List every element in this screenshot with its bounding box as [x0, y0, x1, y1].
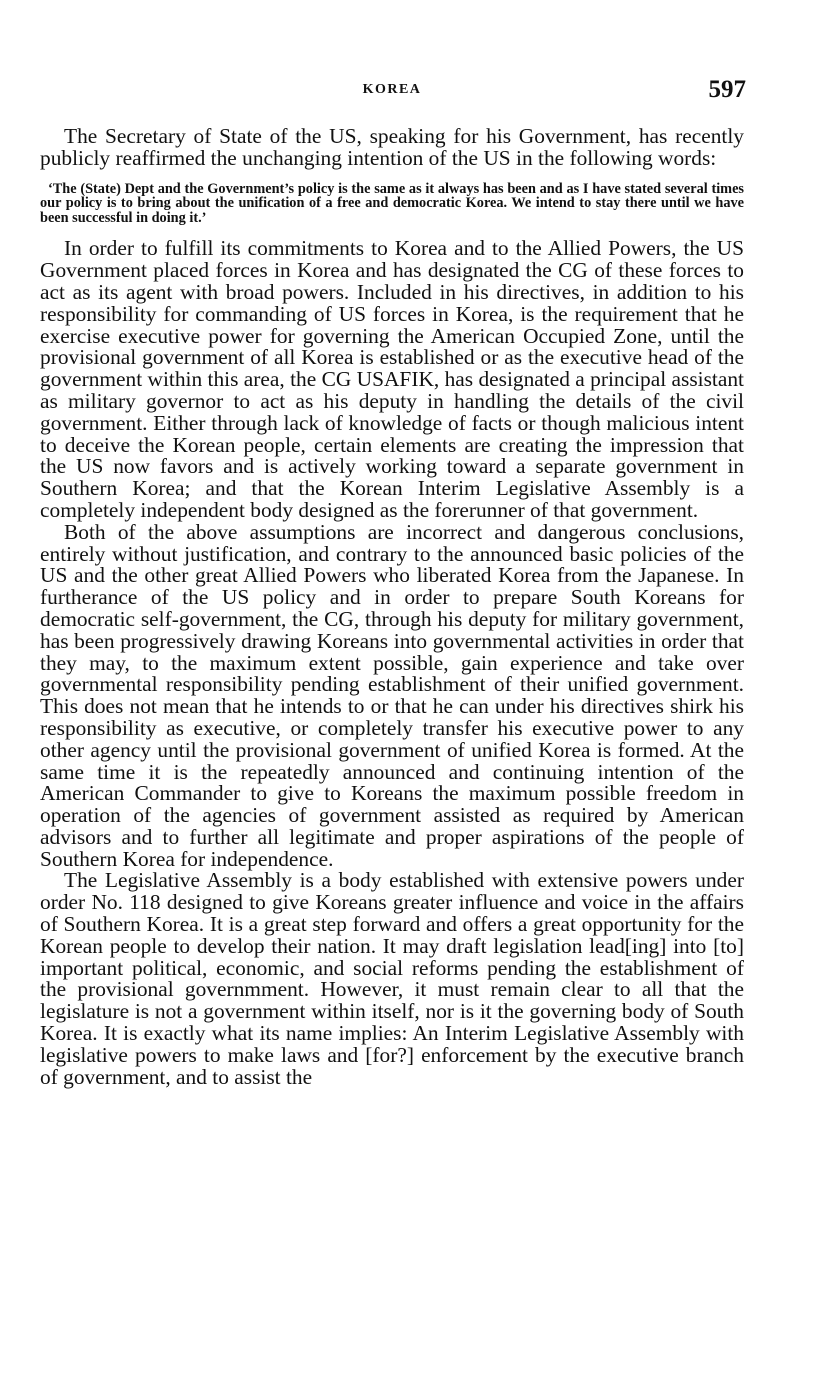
paragraph-assumptions: Both of the above assumptions are incorrect and dangerous conclusions, entirely without justification, and contrary to the announced basic policies of the US and the other great Allied Powers who liberated Korea from the Japanese. In furtherance of the US policy and in order to prepare South Koreans for democratic self-government, the CG, through his deputy for military government, has been progressively drawing Koreans into governmental activities in order that they may, to the maximum extent possible, gain experience and take over governmental responsibility pending establishment of their unified government. This does not mean that he intends to or that he can under his directives shirk his responsibility as executive, or completely transfer his executive power to any other agency until the provisional government of unified Korea is formed. At the same time it is the repeatedly announced and continuing intention of the American Commander to give to Koreans the maximum possible freedom in operation of the agencies of government assisted as required by American advisors and to further all legitimate and proper aspirations of the people of Southern Korea for independence.	[40, 519, 744, 871]
page-number: 597	[708, 76, 746, 103]
block-quote: ‘The (State) Dept and the Government’s policy is the same as it always has been and as I have stated several times our policy is to bring about the unification of a free and democratic Korea. We intend to stay there until we have been successful in doing it.’	[40, 180, 744, 226]
running-title: KOREA	[362, 82, 422, 97]
document-page	[40, 76, 744, 1088]
paragraph-commitments: In order to fulfill its commitments to Korea and to the Allied Powers, the US Government placed forces in Korea and has designated the CG of these forces to act as its agent with broad powers. Included in his directives, in addition to his responsibility for commanding of US forces in Korea, is the requirement that he exercise executive power for governing the American Occupied Zone, until the provisional government of all Korea is established or as the executive head of the government within this area, the CG USAFIK, has designated a principal assistant as military governor to act as his deputy in handling the details of the civil government. Either through lack of knowledge of facts or though malicious intent to deceive the Korean people, certain elements are creating the impression that the US now favors and is actively working toward a separate government in Southern Korea; and that the Korean Interim Legislative Assembly is a completely independent body designed as the forerunner of that government.	[40, 236, 744, 522]
paragraph-secretary-statement: The Secretary of State of the US, speaking for his Government, has recently publicly reaffirmed the unchanging intention of the US in the following words:	[40, 124, 744, 170]
running-head	[40, 76, 744, 110]
paragraph-legislative-assembly: The Legislative Assembly is a body established with extensive powers under order No. 118 designed to give Koreans greater influence and voice in the affairs of Southern Korea. It is a great step forward and offers a great opportunity for the Korean people to develop their nation. It may draft legislation lead[ing] into [to] important political, economic, and social reforms pending the establishment of the provisional governmment. However, it must remain clear to all that the legislature is not a government within itself, nor is it the governing body of South Korea. It is exactly what its name implies: An Interim Legislative Assembly with legislative powers to make laws and [for?] enforcement by the executive branch of government, and to assist the	[40, 868, 744, 1089]
